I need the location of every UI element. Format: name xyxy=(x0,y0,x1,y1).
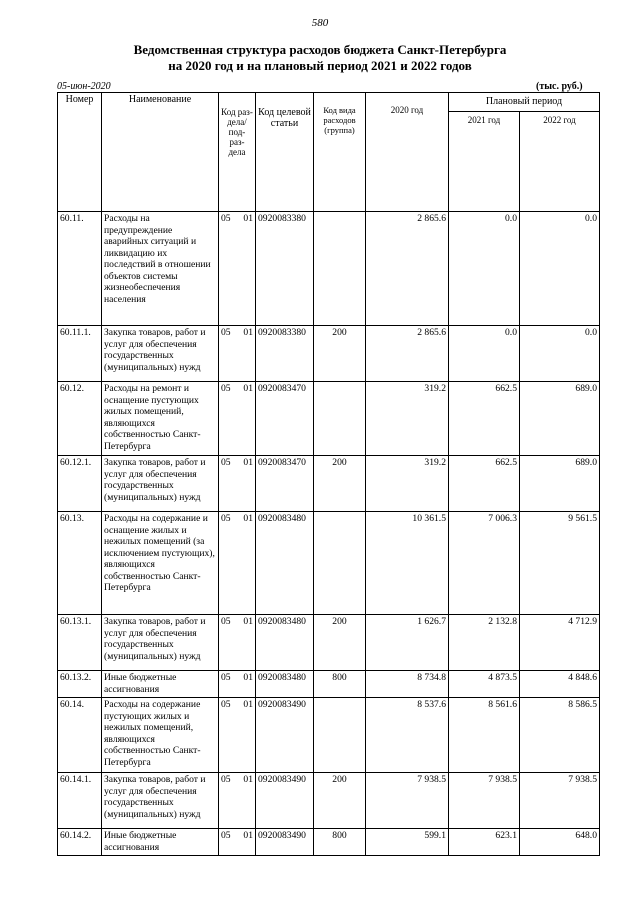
row-vid-code: 200 xyxy=(314,773,366,829)
row-2022: 689.0 xyxy=(520,456,600,512)
row-number: 60.11. xyxy=(58,212,102,326)
row-2021: 662.5 xyxy=(449,382,520,456)
row-target-code: 0920083380 xyxy=(256,212,314,326)
podrazdel-code: 01 xyxy=(243,457,253,468)
title-line-2: на 2020 год и на плановый период 2021 и 2022 годов xyxy=(168,58,472,73)
row-2021: 8 561.6 xyxy=(449,698,520,773)
row-target-code: 0920083490 xyxy=(256,773,314,829)
row-name: Расходы на предупреждение аварийных ситуаций и ликвидацию их последствий в отношении объектов системы жизнеобеспечения населения xyxy=(102,212,219,326)
row-name: Расходы на содержание и оснащение жилых и нежилых помещений (за исключением пустующих), являющихся собственностью Санкт-Петербурга xyxy=(102,512,219,615)
podrazdel-code: 01 xyxy=(243,327,253,338)
row-2021: 2 132.8 xyxy=(449,615,520,671)
title-line-1: Ведомственная структура расходов бюджета Санкт-Петербурга xyxy=(133,42,507,57)
row-2021: 662.5 xyxy=(449,456,520,512)
podrazdel-code: 01 xyxy=(243,774,253,785)
document-title xyxy=(0,42,640,74)
row-vid-code xyxy=(314,512,366,615)
row-target-code: 0920083480 xyxy=(256,671,314,698)
row-vid-code xyxy=(314,382,366,456)
row-vid-code: 200 xyxy=(314,326,366,382)
budget-table xyxy=(57,92,600,856)
row-target-code: 0920083380 xyxy=(256,326,314,382)
razdel-code: 05 xyxy=(221,616,231,627)
page-number: 580 xyxy=(311,17,329,29)
row-2020: 319.2 xyxy=(366,382,449,456)
row-vid-code: 800 xyxy=(314,671,366,698)
row-2021: 7 006.3 xyxy=(449,512,520,615)
row-2022: 8 586.5 xyxy=(520,698,600,773)
row-razdel xyxy=(219,326,256,382)
header-2022: 2022 год xyxy=(520,112,600,212)
row-number: 60.13.1. xyxy=(58,615,102,671)
header-razdel: Код раз- дела/ под- раз- дела xyxy=(219,93,256,212)
razdel-code: 05 xyxy=(221,699,231,710)
row-2021: 7 938.5 xyxy=(449,773,520,829)
header-2020: 2020 год xyxy=(366,93,449,212)
row-2020: 10 361.5 xyxy=(366,512,449,615)
row-vid-code: 200 xyxy=(314,456,366,512)
row-2022: 0.0 xyxy=(520,326,600,382)
row-2022: 648.0 xyxy=(520,829,600,856)
podrazdel-code: 01 xyxy=(243,616,253,627)
row-razdel xyxy=(219,456,256,512)
row-razdel xyxy=(219,829,256,856)
row-name: Иные бюджетные ассигнования xyxy=(102,671,219,698)
row-2022: 4 848.6 xyxy=(520,671,600,698)
razdel-code: 05 xyxy=(221,672,231,683)
row-number: 60.12. xyxy=(58,382,102,456)
razdel-code: 05 xyxy=(221,513,231,524)
row-number: 60.12.1. xyxy=(58,456,102,512)
document-date: 05-июн-2020 xyxy=(57,81,111,92)
row-2020: 7 938.5 xyxy=(366,773,449,829)
row-name: Закупка товаров, работ и услуг для обеспечения государственных (муниципальных) нужд xyxy=(102,773,219,829)
razdel-code: 05 xyxy=(221,327,231,338)
row-target-code: 0920083490 xyxy=(256,829,314,856)
table-row xyxy=(58,671,600,698)
row-2020: 599.1 xyxy=(366,829,449,856)
header-planned-period: Плановый период xyxy=(449,93,600,112)
row-number: 60.13.2. xyxy=(58,671,102,698)
row-name: Закупка товаров, работ и услуг для обеспечения государственных (муниципальных) нужд xyxy=(102,456,219,512)
row-name: Расходы на ремонт и оснащение пустующих жилых помещений, являющихся собственностью Санкт-Петербурга xyxy=(102,382,219,456)
table-body xyxy=(58,212,600,856)
row-2022: 0.0 xyxy=(520,212,600,326)
row-name: Закупка товаров, работ и услуг для обеспечения государственных (муниципальных) нужд xyxy=(102,326,219,382)
units-label: (тыс. руб.) xyxy=(536,81,583,92)
row-2021: 623.1 xyxy=(449,829,520,856)
row-razdel xyxy=(219,698,256,773)
row-2020: 8 537.6 xyxy=(366,698,449,773)
table-row xyxy=(58,698,600,773)
row-name: Расходы на содержание пустующих жилых и нежилых помещений, являющихся собственностью Санкт-Петербурга xyxy=(102,698,219,773)
row-vid-code: 800 xyxy=(314,829,366,856)
row-number: 60.14.2. xyxy=(58,829,102,856)
row-target-code: 0920083480 xyxy=(256,512,314,615)
razdel-code: 05 xyxy=(221,383,231,394)
row-2022: 689.0 xyxy=(520,382,600,456)
row-2021: 0.0 xyxy=(449,212,520,326)
podrazdel-code: 01 xyxy=(243,213,253,224)
header-2021: 2021 год xyxy=(449,112,520,212)
row-number: 60.11.1. xyxy=(58,326,102,382)
table-row xyxy=(58,326,600,382)
row-number: 60.14.1. xyxy=(58,773,102,829)
razdel-code: 05 xyxy=(221,457,231,468)
table-row xyxy=(58,212,600,326)
row-target-code: 0920083480 xyxy=(256,615,314,671)
row-razdel xyxy=(219,671,256,698)
header-name: Наименование xyxy=(102,93,219,212)
row-2020: 8 734.8 xyxy=(366,671,449,698)
row-razdel xyxy=(219,615,256,671)
row-2022: 4 712.9 xyxy=(520,615,600,671)
row-2021: 4 873.5 xyxy=(449,671,520,698)
row-2020: 319.2 xyxy=(366,456,449,512)
row-razdel xyxy=(219,382,256,456)
razdel-code: 05 xyxy=(221,774,231,785)
row-2021: 0.0 xyxy=(449,326,520,382)
row-name: Иные бюджетные ассигнования xyxy=(102,829,219,856)
podrazdel-code: 01 xyxy=(243,513,253,524)
row-2020: 2 865.6 xyxy=(366,326,449,382)
podrazdel-code: 01 xyxy=(243,383,253,394)
row-razdel xyxy=(219,773,256,829)
header-number: Номер xyxy=(58,93,102,212)
row-vid-code xyxy=(314,212,366,326)
row-target-code: 0920083490 xyxy=(256,698,314,773)
podrazdel-code: 01 xyxy=(243,672,253,683)
table-row xyxy=(58,382,600,456)
row-vid-code xyxy=(314,698,366,773)
table-row xyxy=(58,456,600,512)
row-razdel xyxy=(219,512,256,615)
row-number: 60.14. xyxy=(58,698,102,773)
row-2020: 2 865.6 xyxy=(366,212,449,326)
row-vid-code: 200 xyxy=(314,615,366,671)
header-vid: Код вида расходов (группа) xyxy=(314,93,366,212)
razdel-code: 05 xyxy=(221,213,231,224)
row-2022: 9 561.5 xyxy=(520,512,600,615)
table-row xyxy=(58,829,600,856)
row-2022: 7 938.5 xyxy=(520,773,600,829)
header-target: Код целевой статьи xyxy=(256,93,314,212)
row-2020: 1 626.7 xyxy=(366,615,449,671)
razdel-code: 05 xyxy=(221,830,231,841)
row-number: 60.13. xyxy=(58,512,102,615)
podrazdel-code: 01 xyxy=(243,699,253,710)
table-row xyxy=(58,773,600,829)
row-target-code: 0920083470 xyxy=(256,382,314,456)
table-row xyxy=(58,512,600,615)
row-name: Закупка товаров, работ и услуг для обеспечения государственных (муниципальных) нужд xyxy=(102,615,219,671)
row-target-code: 0920083470 xyxy=(256,456,314,512)
podrazdel-code: 01 xyxy=(243,830,253,841)
table-row xyxy=(58,615,600,671)
row-razdel xyxy=(219,212,256,326)
